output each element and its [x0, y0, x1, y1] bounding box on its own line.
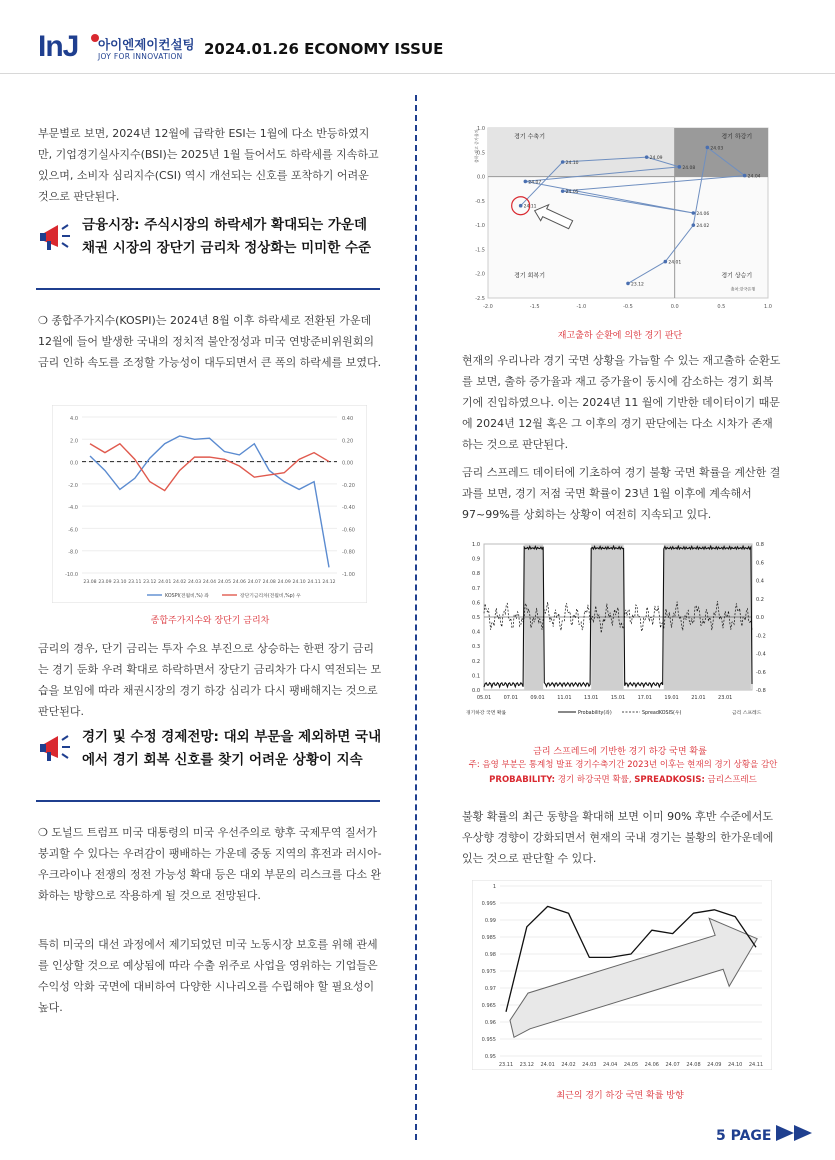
y-tick-right: -0.6 — [756, 669, 766, 676]
x-tick: 24.03 — [582, 1062, 597, 1068]
column-divider — [415, 95, 417, 1140]
y-tick: 1 — [492, 884, 496, 890]
recent-probability-chart — [472, 880, 772, 1070]
x-tick: 23.11 — [498, 1062, 514, 1068]
y-tick: -1.0 — [475, 223, 485, 230]
y-tick-right: -0.20 — [342, 482, 355, 489]
x-tick: 24.09 — [277, 580, 291, 585]
point-label: 24.03 — [710, 146, 724, 152]
y-tick-right: 0.00 — [342, 460, 354, 467]
x-tick: 23.11 — [128, 580, 142, 585]
y-tick-left: 0.2 — [472, 658, 480, 665]
x-tick: 0.5 — [717, 304, 726, 310]
y-tick-left: -8.0 — [68, 549, 78, 556]
data-point — [664, 260, 668, 264]
legend-label: 장단기금리차(전월비,%p) 우 — [240, 594, 301, 599]
legend-label: Probability(좌) — [578, 711, 612, 716]
x-tick: 24.05 — [623, 1062, 639, 1068]
x-tick: 24.11 — [748, 1062, 764, 1068]
x-tick: 11.01 — [557, 695, 572, 701]
y-tick: 0.99 — [484, 918, 496, 924]
y-tick-left: 0.9 — [472, 556, 480, 563]
interest-rate-paragraph: 금리의 경우, 단기 금리는 투자 수요 부진으로 상승하는 한편 장기 금리는 경기 둔화 우려 확대로 하락하면서 장단기 금리차가 다시 역전되는 모습을 보임에 따라 채권시장의 경기 하강 심리가 다시 팽배해지는 것으로 판단된다. — [38, 642, 382, 718]
quadrant-label: 경기 상승기 — [721, 272, 753, 280]
quadrant-label: 경기 하강기 — [721, 133, 753, 141]
x-tick: 24.06 — [644, 1062, 659, 1068]
y-tick-right: -0.4 — [756, 651, 766, 658]
point-label: 24.05 — [565, 190, 579, 196]
y-tick-left: 0.0 — [472, 688, 480, 694]
point-label: 24.09 — [649, 156, 663, 162]
y-tick-right: -0.2 — [756, 633, 766, 640]
megaphone-icon — [36, 728, 76, 768]
x-tick: 23.01 — [718, 695, 733, 701]
page-number — [716, 1125, 771, 1144]
left-axis-title: 경기하강 국면 확률 — [466, 711, 507, 716]
y-tick-right: -0.8 — [756, 688, 766, 694]
data-point — [524, 180, 528, 184]
x-tick: -2.0 — [483, 304, 493, 310]
x-tick: 24.07 — [247, 580, 261, 585]
x-tick: 0.0 — [670, 304, 679, 310]
logo-mark: InJ — [38, 30, 79, 63]
source-label: 출처:한국은행 — [730, 286, 756, 292]
x-tick: 23.12 — [519, 1062, 534, 1068]
y-tick-left: 0.1 — [472, 673, 480, 680]
section-title-economic-outlook: 경기 및 수정 경제전망: 대외 부문을 제외하면 국내에서 경기 회복 신호를 찾기 어려운 상황이 지속 — [82, 729, 382, 768]
x-tick: 24.02 — [561, 1062, 576, 1068]
y-tick: -2.0 — [475, 271, 485, 278]
x-tick: 09.01 — [530, 695, 545, 701]
point-label: 24.10 — [565, 161, 579, 166]
x-tick: 24.03 — [187, 580, 202, 585]
trump-paragraph: ❍ 도널드 트럼프 미국 대통령의 미국 우선주의로 향후 국제무역 질서가 붕괴할 수 있다는 우려감이 팽배하는 가운데 중동 지역의 휴전과 러시아-우크라이나 전쟁의 정전 가능성 확대 등은 대외 부문의 리스크를 다소 완화하는 방향으로 작용하게 될 것으로 전망된다. — [38, 826, 382, 902]
y-tick: 0.95 — [484, 1054, 496, 1060]
intro-paragraph: 부문별로 보면, 2024년 12월에 급락한 ESI는 1월에 다소 반등하였지만, 기업경기실사지수(BSI)는 2025년 1월 들어서도 하락세를 지속하고 있으며, 소비자 심리지수(CSI) 역시 개선되는 신호를 포착하기 어려운 것으로 판단된다. — [38, 127, 379, 203]
data-point — [692, 211, 696, 215]
x-tick: 24.09 — [707, 1062, 722, 1068]
y-tick: 0.985 — [481, 935, 496, 941]
x-tick: 24.01 — [540, 1062, 555, 1068]
x-tick: 21.01 — [691, 695, 706, 701]
page-number-label: 5 PAGE — [716, 1128, 772, 1144]
y-tick-left: 0.7 — [472, 585, 480, 592]
y-tick-right: -1.00 — [342, 572, 355, 578]
x-tick: 23.10 — [113, 580, 127, 585]
x-tick: 24.04 — [202, 580, 217, 585]
legend-label: SpreadKOSIS(우) — [642, 711, 682, 716]
section-title-financial-market: 금융시장: 주식시장의 하락세가 확대되는 가운데 채권 시장의 장단기 금리차 정상화는 미미한 수준 — [82, 217, 372, 256]
x-tick: 24.10 — [728, 1062, 743, 1068]
x-tick: 24.07 — [665, 1062, 680, 1068]
y-tick-left: -4.0 — [68, 505, 78, 512]
tariff-paragraph: 특히 미국의 대선 과정에서 제기되었던 미국 노동시장 보호를 위해 관세를 인상할 것으로 예상됨에 따라 수출 위주로 사업을 영위하는 기업들은 수익성 악화 국면에 대비하여 다양한 시나리오를 수립해야 할 필요성이 높다. — [38, 938, 378, 1014]
y-tick-left: 0.0 — [70, 460, 78, 467]
company-logo — [38, 30, 195, 66]
y-tick-right: -0.40 — [342, 505, 355, 512]
data-point — [626, 282, 630, 286]
data-point — [678, 165, 682, 169]
section-rule — [36, 800, 380, 802]
x-tick: -1.5 — [529, 304, 540, 310]
y-tick: 0.955 — [481, 1037, 496, 1043]
y-tick-right: 0.6 — [756, 560, 764, 567]
note-probability-term: PROBABILITY: — [489, 775, 556, 785]
y-tick: 0.965 — [481, 1003, 496, 1009]
logo-korean-name: 아이엔제이컨설팅 — [98, 37, 195, 52]
y-tick: 0.97 — [484, 986, 496, 992]
quadrant-label: 경기 수축기 — [514, 133, 546, 141]
recent-trend-paragraph: 불황 확률의 최근 동향을 확대해 보면 이미 90% 후반 수준에서도 우상향 경향이 강화되면서 현재의 국내 경기는 불황의 한가운데에 있는 것으로 판단할 수 있다. — [462, 810, 774, 865]
point-label: 24.02 — [696, 224, 710, 230]
header-divider — [0, 73, 835, 74]
y-tick-left: 1.0 — [472, 542, 480, 548]
point-label: 24.01 — [668, 260, 682, 266]
x-tick: 24.10 — [292, 580, 306, 585]
inventory-cycle-chart — [470, 123, 775, 318]
y-tick-left: 0.6 — [472, 600, 480, 607]
chart3-caption: 금리 스프레드에 기반한 경기 하강 국면 확률 — [533, 747, 707, 757]
issue-title: 2024.01.26 ECONOMY ISSUE — [204, 40, 444, 58]
x-tick: 24.01 — [158, 580, 172, 585]
note-probability-def: 경기 하강국면 확률, — [555, 775, 635, 785]
note-spread-def: 금리스프레드 — [704, 775, 757, 785]
y-tick: 0.96 — [484, 1020, 496, 1026]
logo-tagline: JOY FOR INNOVATION — [98, 52, 183, 61]
data-point — [706, 146, 710, 150]
y-tick-right: -0.60 — [342, 527, 355, 534]
y-axis-label: 출하-재고 증가율차 — [474, 129, 479, 163]
point-label: 24.08 — [682, 165, 696, 171]
chart3-note-line1: 주: 음영 부분은 통계청 발표 경기수축기간 2023년 이후는 현재의 경기 상황을 감안 — [468, 760, 778, 770]
recession-probability-chart — [462, 538, 780, 730]
data-point — [561, 160, 565, 164]
chart3-note — [438, 758, 808, 788]
x-tick: 23.12 — [143, 580, 157, 585]
y-tick-right: 0.20 — [342, 438, 354, 445]
y-tick: 0.0 — [477, 174, 485, 181]
quadrant-label: 경기 회복기 — [514, 272, 546, 280]
y-tick: 0.975 — [481, 969, 496, 975]
data-point — [692, 223, 696, 227]
y-tick-left: -6.0 — [68, 527, 78, 534]
x-tick: 23.09 — [98, 580, 112, 585]
y-tick: -1.5 — [475, 247, 485, 254]
section-rule — [36, 288, 380, 290]
y-tick-left: 0.8 — [472, 571, 480, 578]
x-tick: 15.01 — [610, 695, 626, 701]
x-tick: 24.12 — [322, 580, 336, 585]
point-label: 24.07 — [528, 180, 542, 186]
x-tick: 24.08 — [686, 1062, 701, 1068]
legend-label: KOSPI(전월비,%) 좌 — [165, 594, 209, 599]
x-tick: 24.04 — [603, 1062, 618, 1068]
y-tick-right: 0.0 — [756, 615, 764, 621]
data-point — [561, 189, 565, 193]
inventory-paragraph: 현재의 우리나라 경기 국면 상황을 가늠할 수 있는 재고출하 순환도를 보면, 출하 증가율과 재고 증가율이 동시에 감소하는 경기 회복기에 진입하였으나. 이는 2024년 11 월에 기반한 데이터이기 때문에 2024년 12월 혹은 그 이후의 경기 판단에는 다소 시차가 존재하는 것으로 판단된다. — [462, 354, 781, 451]
y-tick-left: -2.0 — [68, 482, 78, 489]
x-tick: 07.01 — [503, 695, 518, 701]
x-tick: 24.05 — [217, 580, 232, 585]
y-tick-left: 4.0 — [70, 416, 78, 422]
x-tick: 24.06 — [232, 580, 246, 585]
megaphone-icon — [36, 217, 76, 257]
y-tick: 0.98 — [484, 952, 496, 958]
x-tick: 24.11 — [307, 580, 321, 585]
point-label: 24.04 — [747, 174, 761, 180]
x-tick: 17.01 — [637, 695, 652, 701]
chart2-caption: 재고출하 순환에 의한 경기 판단 — [557, 331, 683, 341]
point-label: 24.11 — [523, 204, 537, 210]
spread-paragraph: 금리 스프레드 데이터에 기초하여 경기 불황 국면 확률을 계산한 결과를 보면, 경기 저점 국면 확률이 23년 1월 이후에 계속해서 97~99%를 상회하는 상황이 여전히 지속되고 있다. — [462, 466, 781, 521]
chart3-note-line2 — [438, 773, 808, 788]
y-tick-left: 0.5 — [472, 615, 480, 621]
y-tick: -0.5 — [475, 198, 485, 205]
data-point — [645, 155, 649, 159]
data-point — [519, 204, 523, 208]
x-tick: 23.08 — [83, 580, 97, 585]
kospi-spread-chart — [52, 405, 367, 603]
next-arrow-icon — [776, 1124, 816, 1142]
y-tick-right: 0.8 — [756, 542, 764, 548]
y-tick-right: -0.80 — [342, 549, 355, 556]
data-point — [743, 174, 747, 178]
point-label: 23.12 — [631, 282, 644, 288]
chart4-caption: 최근의 경기 하강 국면 확률 방향 — [556, 1091, 684, 1101]
y-tick-right: 0.2 — [756, 596, 764, 603]
x-tick: 05.01 — [476, 695, 492, 701]
y-tick-right: 0.40 — [342, 416, 354, 422]
y-tick-right: 0.4 — [756, 578, 764, 585]
y-tick: 0.5 — [477, 150, 485, 157]
y-tick: -2.5 — [475, 296, 485, 302]
right-axis-title: 금리 스프레드 — [732, 711, 762, 716]
y-tick-left: 0.3 — [472, 644, 480, 651]
y-tick-left: 2.0 — [70, 438, 78, 445]
x-tick: 19.01 — [664, 695, 679, 701]
note-spread-term: SPREADKOSIS: — [634, 775, 705, 785]
y-tick: 0.995 — [481, 901, 496, 907]
chart1-caption: 종합주가지수와 장단기 금리차 — [150, 616, 270, 626]
point-label: 24.06 — [696, 212, 710, 217]
x-tick: -1.0 — [576, 304, 587, 310]
x-tick: 1.0 — [764, 304, 772, 310]
x-tick: 24.08 — [262, 580, 276, 585]
x-tick: 24.02 — [173, 580, 187, 585]
x-tick: 13.01 — [584, 695, 599, 701]
y-tick-left: 0.4 — [472, 629, 480, 636]
y-tick: 1.0 — [477, 126, 485, 132]
x-tick: -0.5 — [623, 304, 633, 310]
y-tick-left: -10.0 — [65, 572, 78, 578]
kospi-paragraph: ❍ 종합주가지수(KOSPI)는 2024년 8월 이후 하락세로 전환된 가운데 12월에 들어 발생한 국내의 정치적 불안정성과 미국 연방준비위원회의 금리 인하 속도를 조정할 가능성이 대두되면서 큰 폭의 하락세를 보였다. — [38, 314, 382, 369]
